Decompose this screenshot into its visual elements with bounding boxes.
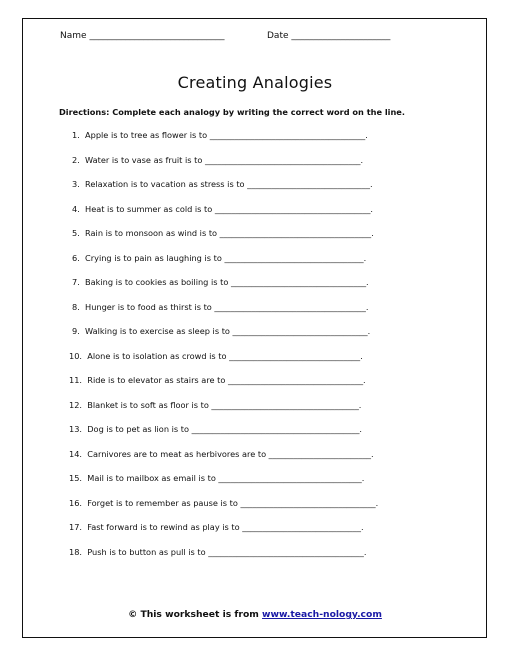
analogy-item xyxy=(72,130,368,140)
analogy-item xyxy=(69,547,366,557)
analogy-number: 9. xyxy=(72,326,80,336)
analogy-number: 13. xyxy=(69,424,83,434)
name-label: Name xyxy=(60,31,87,41)
analogy-item xyxy=(72,155,363,165)
date-blank: ______________________ xyxy=(291,31,391,41)
analogy-text: Crying is to pain as laughing is to __________________________________. xyxy=(85,252,367,263)
analogy-number: 8. xyxy=(72,301,80,312)
analogy-text: Heat is to summer as cold is to ______________________________________. xyxy=(85,203,374,214)
analogy-text: Fast forward is to rewind as play is to _____________________________. xyxy=(87,522,364,532)
analogy-text: Walking is to exercise as sleep is to _________________________________. xyxy=(85,326,371,336)
analogy-item xyxy=(69,449,374,459)
analogy-number: 7. xyxy=(72,277,80,287)
analogy-item xyxy=(72,277,369,287)
analogy-number: 18. xyxy=(69,546,83,557)
analogy-number: 1. xyxy=(72,130,80,140)
header-row xyxy=(60,31,391,41)
analogy-text: Mail is to mailbox as email is to ___________________________________. xyxy=(87,473,365,483)
date-field xyxy=(267,31,390,41)
analogy-number: 6. xyxy=(72,252,80,263)
footer-prefix: © This worksheet is from xyxy=(128,609,263,620)
directions: Directions: Complete each analogy by writing the correct word on the line. xyxy=(59,107,405,117)
analogy-item xyxy=(69,400,361,410)
analogy-item xyxy=(69,424,362,434)
analogy-number: 15. xyxy=(69,473,83,483)
analogy-number: 3. xyxy=(72,179,80,189)
analogy-number: 5. xyxy=(72,228,80,238)
analogy-item xyxy=(69,375,366,385)
analogy-item xyxy=(72,326,370,336)
analogy-text: Apple is to tree as flower is to ______________________________________. xyxy=(85,130,368,140)
analogy-item xyxy=(69,473,364,483)
analogy-item xyxy=(69,351,363,361)
analogy-text: Ride is to elevator as stairs are to _________________________________. xyxy=(87,375,366,385)
analogy-item xyxy=(69,522,364,532)
analogy-number: 16. xyxy=(69,497,83,508)
analogy-text: Baking is to cookies as boiling is to _________________________________. xyxy=(85,277,369,287)
footer xyxy=(0,609,510,620)
analogy-number: 14. xyxy=(69,448,83,459)
analogy-text: Forget is to remember as pause is to _________________________________. xyxy=(87,497,379,508)
analogy-item xyxy=(72,302,368,312)
analogy-item xyxy=(72,204,373,214)
analogy-text: Push is to button as pull is to ______________________________________. xyxy=(87,546,367,557)
analogy-item xyxy=(72,253,366,263)
footer-link[interactable]: www.teach-nology.com xyxy=(262,609,382,620)
worksheet-title: Creating Analogies xyxy=(177,73,333,92)
analogy-text: Hunger is to food as thirst is to _____________________________________. xyxy=(85,301,369,312)
analogy-item xyxy=(72,228,374,238)
analogy-text: Relaxation is to vacation as stress is to ______________________________. xyxy=(85,179,373,189)
name-blank: ______________________________ xyxy=(89,31,225,41)
analogy-text: Alone is to isolation as crowd is to ________________________________. xyxy=(87,350,363,361)
analogy-number: 11. xyxy=(69,375,83,385)
analogy-number: 17. xyxy=(69,522,83,532)
date-label: Date xyxy=(267,31,289,41)
analogy-number: 2. xyxy=(72,154,80,165)
analogy-text: Carnivores are to meat as herbivores are to _________________________. xyxy=(87,448,374,459)
analogy-item xyxy=(69,498,378,508)
analogy-number: 4. xyxy=(72,203,80,214)
analogy-number: 10. xyxy=(69,350,83,361)
analogy-item xyxy=(72,179,373,189)
analogy-text: Rain is to monsoon as wind is to _____________________________________. xyxy=(85,228,374,238)
analogy-text: Dog is to pet as lion is to _________________________________________. xyxy=(87,424,363,434)
analogy-text: Blanket is to soft as floor is to ____________________________________. xyxy=(87,399,362,410)
analogy-number: 12. xyxy=(69,399,83,410)
analogy-text: Water is to vase as fruit is to ______________________________________. xyxy=(85,154,364,165)
